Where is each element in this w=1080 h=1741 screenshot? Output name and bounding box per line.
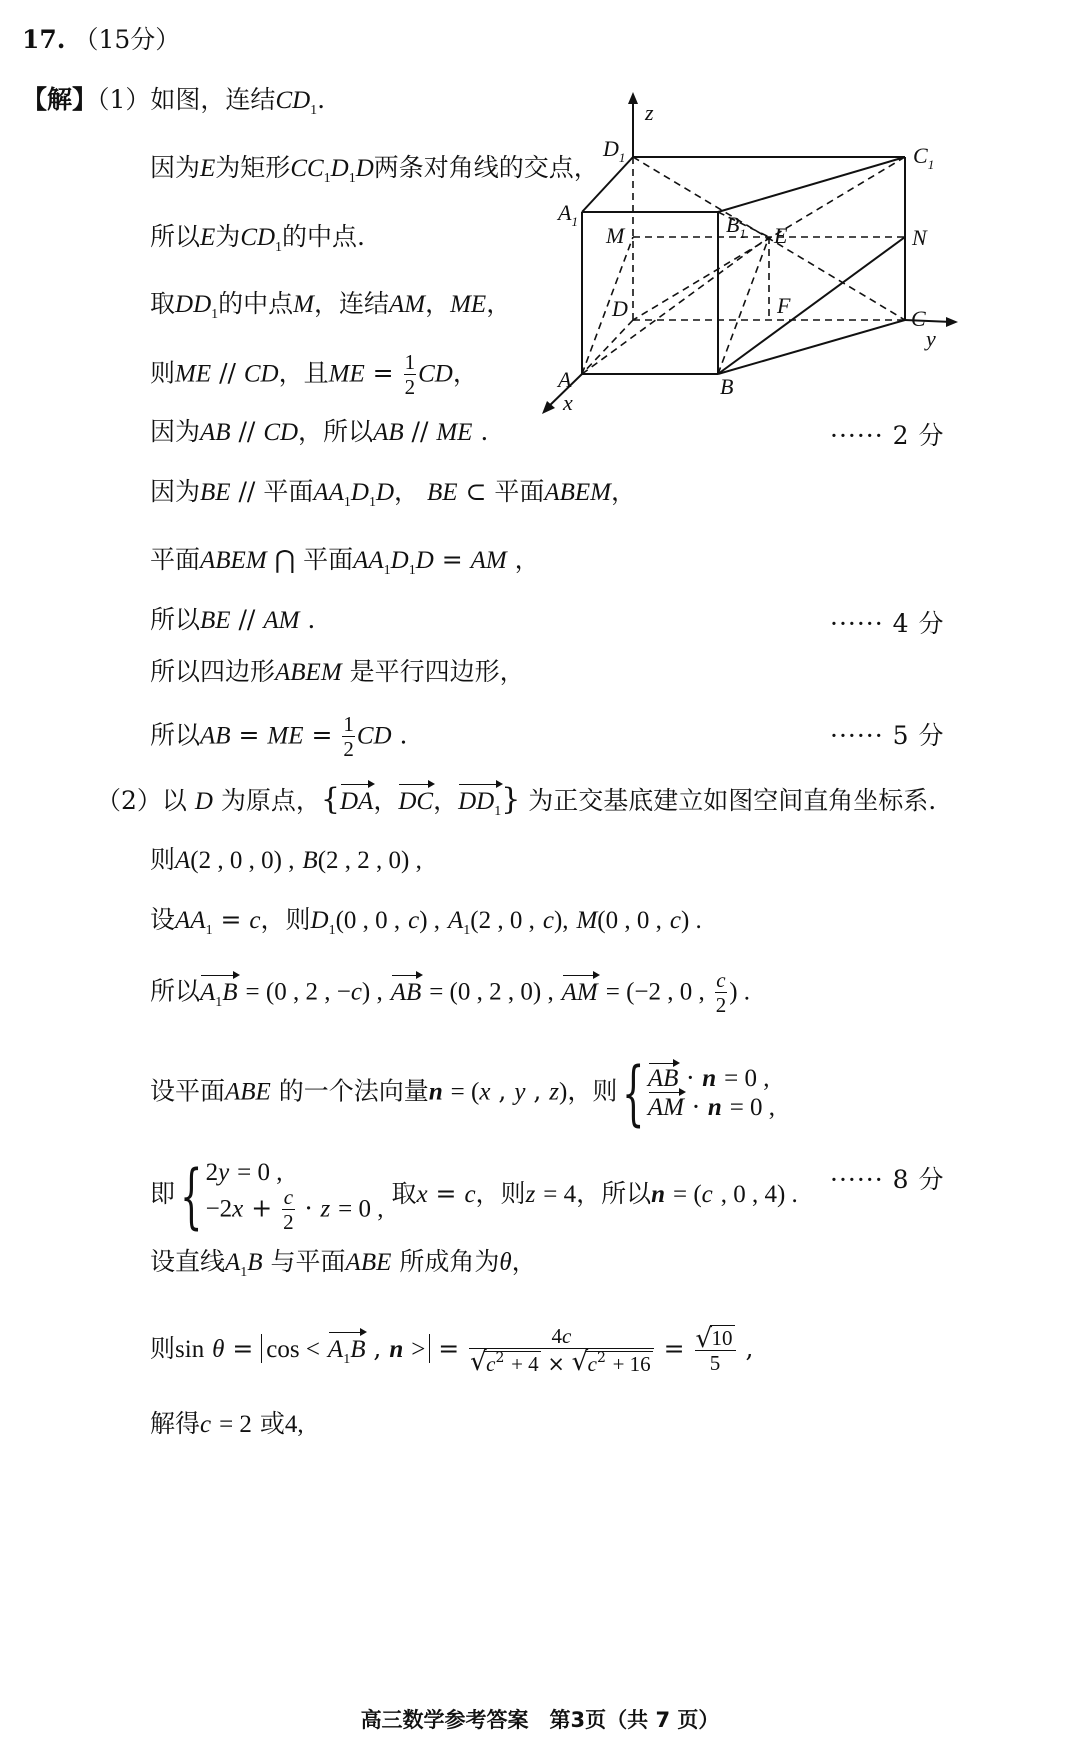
part2-line8: 则$\sin \theta = \cos < A_1B$ , n > = 4c √ $c^2 + 4$ × √ $c^2 + 16$ = √ $\frac{10}{5}$ , (150, 1326, 753, 1376)
label-B1: $B_1$ (726, 212, 746, 241)
part1-line2: 因为E为矩形$CC_1D_1D$两条对角线的交点， (150, 153, 599, 186)
label-x: x (563, 390, 573, 415)
score-5: ······ 5 分 (830, 721, 945, 750)
part2-line7: 设直线$A_1B$ 与平面ABE 所成角为θ， (150, 1247, 537, 1280)
label-A: A (558, 367, 572, 392)
label-C1: $C_1$ (913, 143, 935, 172)
part1-line5: 则ME // CD，且ME = $\frac{1}{2}$ CD， (150, 350, 478, 399)
label-B: B (720, 374, 734, 399)
edge-D1A1 (582, 157, 633, 212)
part2-line3: 设$AA_1 = c$，则$D_1(0$ , 0 , c) , $A_1(2$ , 0 , c), M(0 , 0 , c) . (150, 905, 702, 938)
part2-line5: 设平面ABE 的一个法向量n = (x , y , z)，则 { AB · n = 0 , AM · n = 0 , (150, 1052, 776, 1134)
label-D1: $D_1$ (603, 136, 626, 165)
part1-line7: 因为BE // 平面$AA_1D_1D$， BE ⊂ 平面ABEM， (150, 477, 637, 510)
edge-B1C1 (718, 157, 905, 212)
cuboid-figure (530, 92, 980, 432)
part1-line3: 所以E为$CD_1$的中点. (150, 222, 365, 255)
part1-line6: 因为AB // CD，所以AB // ME . (150, 417, 489, 446)
part1-line4: 取$DD_1$的中点M，连结AM，ME， (150, 289, 512, 322)
part2-label: （2） (96, 786, 162, 815)
edge-DA (582, 320, 633, 374)
part1-line10: 所以四边形ABEM 是平行四边形， (150, 657, 525, 686)
problem-points: （15分） (73, 25, 181, 54)
part1-line11: 所以AB = ME = $\frac{1}{2}$ CD . (150, 712, 408, 761)
segment-BE (718, 237, 769, 374)
part2-line6: 即 { 2y = 0 , −2x + $\frac{c}{2}$ · z = 0 , 取x = c，则z = 4，所以n = (c , 0 , 4) . (150, 1154, 798, 1237)
part2-line9: 解得c = 2 或4, (150, 1409, 304, 1438)
part1-line8: 平面ABEM ⋂ 平面$AA_1D_1D$ = AM ， (150, 545, 540, 578)
z-axis-arrow (628, 92, 638, 104)
problem-number: 17. (22, 25, 66, 54)
part1-line1: 【解】（1）如图，连结$CD_1$. (22, 85, 326, 118)
part2-line4: 所以$A_1B = (0$ , 2 , −c) , AB = (0 , 2 , 0) , AM = (−2 , 0 , $\frac{c}{2}$ ) . (150, 968, 751, 1017)
problem-header (22, 24, 180, 56)
part2-line1: （2）以 D 为原点，{DA，DC，$DD_1$} 为正交基底建立如图空间直角坐标系. (96, 784, 936, 828)
page-footer: 高三数学参考答案 第3页（共 7 页） (360, 1708, 720, 1732)
solution-tag: 【解】 (22, 85, 98, 114)
part1-line9: 所以BE // AM . (150, 605, 316, 634)
score-2: ······ 2 分 (830, 421, 945, 450)
y-axis-arrow (946, 317, 958, 327)
label-y: y (926, 326, 936, 351)
label-D: D (612, 296, 628, 321)
edge-BC (718, 320, 905, 374)
label-F: F (777, 293, 791, 318)
label-N: N (912, 225, 927, 250)
part2-line2: 则A(2 , 0 , 0) , B(2 , 2 , 0) , (150, 845, 422, 874)
part1-label: （1） (97, 85, 151, 114)
segment-AE (582, 237, 769, 374)
score-8: ······ 8 分 (830, 1165, 945, 1194)
label-M: M (606, 223, 625, 248)
label-C: C (911, 306, 926, 331)
label-z: z (645, 100, 654, 125)
label-E: E (774, 223, 788, 248)
label-A1: $A_1$ (558, 200, 578, 229)
score-4: ······ 4 分 (830, 609, 945, 638)
edge-BN (718, 237, 905, 374)
